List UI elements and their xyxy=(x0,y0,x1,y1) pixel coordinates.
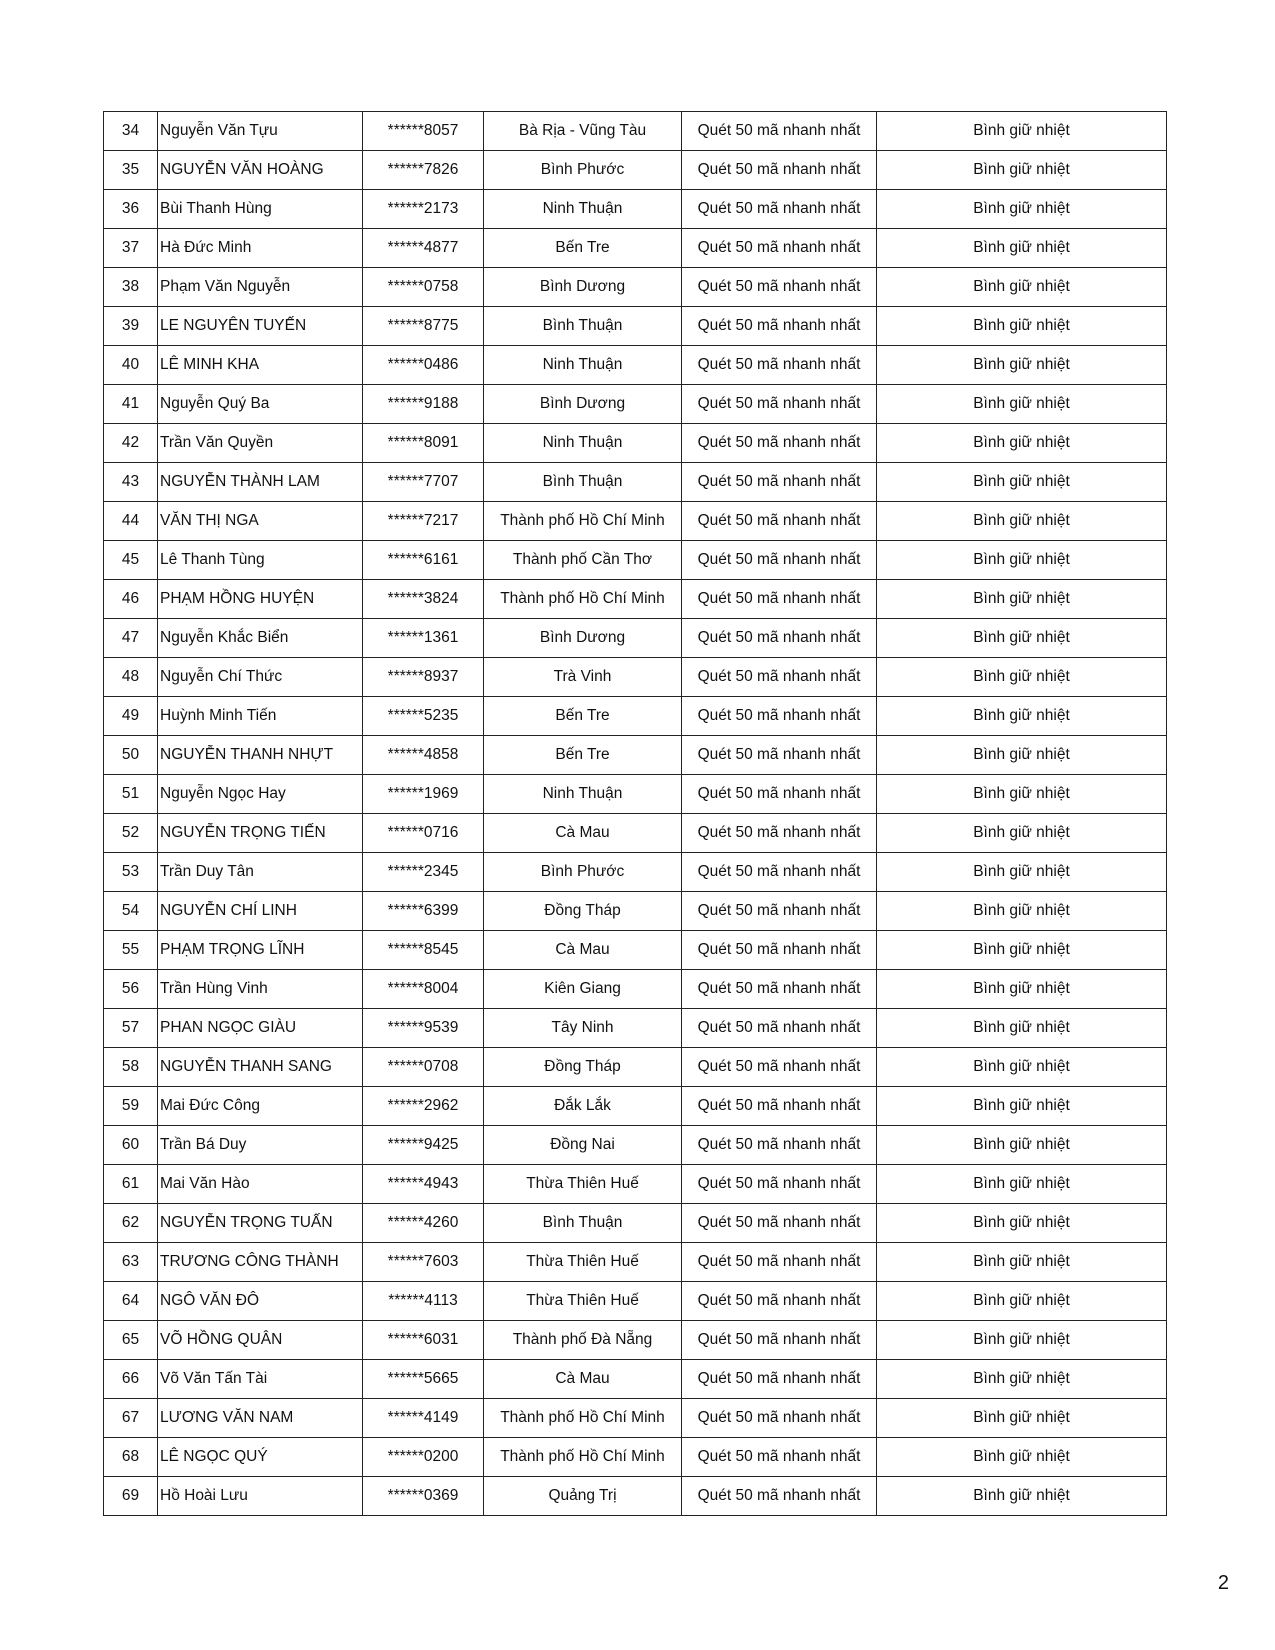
province-cell: Bình Phước xyxy=(484,151,682,190)
winner-name-cell: Hồ Hoài Lưu xyxy=(158,1477,363,1516)
province-cell: Bình Phước xyxy=(484,853,682,892)
province-cell: Cà Mau xyxy=(484,931,682,970)
winner-name-cell: Trần Bá Duy xyxy=(158,1126,363,1165)
winner-name-cell: Trần Hùng Vinh xyxy=(158,970,363,1009)
winner-name-cell: LƯƠNG VĂN NAM xyxy=(158,1399,363,1438)
masked-phone-cell: ******6031 xyxy=(363,1321,484,1360)
prize-type-cell: Quét 50 mã nhanh nhất xyxy=(682,1048,877,1087)
row-number-cell: 43 xyxy=(104,463,158,502)
masked-phone-cell: ******6399 xyxy=(363,892,484,931)
winner-name-cell: NGUYỄN TRỌNG TIẾN xyxy=(158,814,363,853)
table-row xyxy=(104,1204,1167,1243)
winner-name-cell: Hà Đức Minh xyxy=(158,229,363,268)
prize-type-cell: Quét 50 mã nhanh nhất xyxy=(682,697,877,736)
row-number-cell: 67 xyxy=(104,1399,158,1438)
masked-phone-cell: ******7603 xyxy=(363,1243,484,1282)
table-row xyxy=(104,736,1167,775)
table-row xyxy=(104,853,1167,892)
winner-name-cell: Phạm Văn Nguyễn xyxy=(158,268,363,307)
winner-name-cell: NGUYỄN THÀNH LAM xyxy=(158,463,363,502)
winner-name-cell: TRƯƠNG CÔNG THÀNH xyxy=(158,1243,363,1282)
province-cell: Trà Vinh xyxy=(484,658,682,697)
prize-type-cell: Quét 50 mã nhanh nhất xyxy=(682,502,877,541)
prize-type-cell: Quét 50 mã nhanh nhất xyxy=(682,736,877,775)
masked-phone-cell: ******5235 xyxy=(363,697,484,736)
winner-name-cell: LE NGUYÊN TUYẾN xyxy=(158,307,363,346)
masked-phone-cell: ******8057 xyxy=(363,112,484,151)
prize-type-cell: Quét 50 mã nhanh nhất xyxy=(682,463,877,502)
winner-name-cell: VÕ HỒNG QUÂN xyxy=(158,1321,363,1360)
table-row xyxy=(104,346,1167,385)
prize-type-cell: Quét 50 mã nhanh nhất xyxy=(682,307,877,346)
masked-phone-cell: ******4113 xyxy=(363,1282,484,1321)
table-row xyxy=(104,1438,1167,1477)
gift-cell: Bình giữ nhiệt xyxy=(877,385,1167,424)
gift-cell: Bình giữ nhiệt xyxy=(877,736,1167,775)
prize-type-cell: Quét 50 mã nhanh nhất xyxy=(682,151,877,190)
masked-phone-cell: ******8937 xyxy=(363,658,484,697)
province-cell: Ninh Thuận xyxy=(484,775,682,814)
row-number-cell: 63 xyxy=(104,1243,158,1282)
table-row xyxy=(104,775,1167,814)
table-row xyxy=(104,541,1167,580)
winner-name-cell: VĂN THỊ NGA xyxy=(158,502,363,541)
table-row xyxy=(104,1399,1167,1438)
province-cell: Bình Thuận xyxy=(484,1204,682,1243)
prize-type-cell: Quét 50 mã nhanh nhất xyxy=(682,775,877,814)
winner-name-cell: Nguyễn Văn Tựu xyxy=(158,112,363,151)
row-number-cell: 37 xyxy=(104,229,158,268)
winner-name-cell: Huỳnh Minh Tiến xyxy=(158,697,363,736)
prize-type-cell: Quét 50 mã nhanh nhất xyxy=(682,1204,877,1243)
winner-name-cell: PHAN NGỌC GIÀU xyxy=(158,1009,363,1048)
prize-type-cell: Quét 50 mã nhanh nhất xyxy=(682,1399,877,1438)
table-row xyxy=(104,1126,1167,1165)
row-number-cell: 45 xyxy=(104,541,158,580)
masked-phone-cell: ******5665 xyxy=(363,1360,484,1399)
gift-cell: Bình giữ nhiệt xyxy=(877,463,1167,502)
masked-phone-cell: ******2345 xyxy=(363,853,484,892)
masked-phone-cell: ******1361 xyxy=(363,619,484,658)
province-cell: Kiên Giang xyxy=(484,970,682,1009)
gift-cell: Bình giữ nhiệt xyxy=(877,1360,1167,1399)
province-cell: Bến Tre xyxy=(484,697,682,736)
province-cell: Bến Tre xyxy=(484,736,682,775)
gift-cell: Bình giữ nhiệt xyxy=(877,1204,1167,1243)
winner-name-cell: NGUYỄN THANH NHỰT xyxy=(158,736,363,775)
table-row xyxy=(104,268,1167,307)
row-number-cell: 44 xyxy=(104,502,158,541)
row-number-cell: 65 xyxy=(104,1321,158,1360)
prize-type-cell: Quét 50 mã nhanh nhất xyxy=(682,1009,877,1048)
masked-phone-cell: ******7707 xyxy=(363,463,484,502)
province-cell: Đắk Lắk xyxy=(484,1087,682,1126)
gift-cell: Bình giữ nhiệt xyxy=(877,307,1167,346)
masked-phone-cell: ******9539 xyxy=(363,1009,484,1048)
province-cell: Đồng Tháp xyxy=(484,892,682,931)
masked-phone-cell: ******0200 xyxy=(363,1438,484,1477)
province-cell: Cà Mau xyxy=(484,814,682,853)
row-number-cell: 55 xyxy=(104,931,158,970)
masked-phone-cell: ******7217 xyxy=(363,502,484,541)
masked-phone-cell: ******6161 xyxy=(363,541,484,580)
gift-cell: Bình giữ nhiệt xyxy=(877,1321,1167,1360)
row-number-cell: 64 xyxy=(104,1282,158,1321)
winner-name-cell: Trần Duy Tân xyxy=(158,853,363,892)
masked-phone-cell: ******4943 xyxy=(363,1165,484,1204)
row-number-cell: 54 xyxy=(104,892,158,931)
gift-cell: Bình giữ nhiệt xyxy=(877,931,1167,970)
masked-phone-cell: ******4877 xyxy=(363,229,484,268)
prize-type-cell: Quét 50 mã nhanh nhất xyxy=(682,190,877,229)
row-number-cell: 51 xyxy=(104,775,158,814)
table-row xyxy=(104,892,1167,931)
table-row xyxy=(104,1282,1167,1321)
table-row xyxy=(104,1165,1167,1204)
gift-cell: Bình giữ nhiệt xyxy=(877,697,1167,736)
winner-name-cell: Trần Văn Quyền xyxy=(158,424,363,463)
province-cell: Bà Rịa - Vũng Tàu xyxy=(484,112,682,151)
prize-type-cell: Quét 50 mã nhanh nhất xyxy=(682,892,877,931)
province-cell: Thành phố Hồ Chí Minh xyxy=(484,580,682,619)
prize-type-cell: Quét 50 mã nhanh nhất xyxy=(682,229,877,268)
table-row xyxy=(104,1360,1167,1399)
prize-type-cell: Quét 50 mã nhanh nhất xyxy=(682,112,877,151)
masked-phone-cell: ******4149 xyxy=(363,1399,484,1438)
province-cell: Cà Mau xyxy=(484,1360,682,1399)
winner-name-cell: PHẠM TRỌNG LĨNH xyxy=(158,931,363,970)
masked-phone-cell: ******0716 xyxy=(363,814,484,853)
winner-name-cell: Mai Đức Công xyxy=(158,1087,363,1126)
winner-name-cell: NGUYỄN THANH SANG xyxy=(158,1048,363,1087)
masked-phone-cell: ******2962 xyxy=(363,1087,484,1126)
masked-phone-cell: ******8091 xyxy=(363,424,484,463)
winner-name-cell: PHẠM HỒNG HUYỆN xyxy=(158,580,363,619)
row-number-cell: 52 xyxy=(104,814,158,853)
row-number-cell: 38 xyxy=(104,268,158,307)
province-cell: Bình Thuận xyxy=(484,307,682,346)
row-number-cell: 34 xyxy=(104,112,158,151)
gift-cell: Bình giữ nhiệt xyxy=(877,1438,1167,1477)
prize-type-cell: Quét 50 mã nhanh nhất xyxy=(682,853,877,892)
gift-cell: Bình giữ nhiệt xyxy=(877,541,1167,580)
row-number-cell: 59 xyxy=(104,1087,158,1126)
masked-phone-cell: ******3824 xyxy=(363,580,484,619)
gift-cell: Bình giữ nhiệt xyxy=(877,619,1167,658)
gift-cell: Bình giữ nhiệt xyxy=(877,1087,1167,1126)
gift-cell: Bình giữ nhiệt xyxy=(877,580,1167,619)
row-number-cell: 36 xyxy=(104,190,158,229)
prize-type-cell: Quét 50 mã nhanh nhất xyxy=(682,1360,877,1399)
province-cell: Thành phố Cần Thơ xyxy=(484,541,682,580)
gift-cell: Bình giữ nhiệt xyxy=(877,775,1167,814)
winner-name-cell: LÊ NGỌC QUÝ xyxy=(158,1438,363,1477)
table-row xyxy=(104,424,1167,463)
winners-table-body xyxy=(104,112,1167,1516)
gift-cell: Bình giữ nhiệt xyxy=(877,1009,1167,1048)
row-number-cell: 53 xyxy=(104,853,158,892)
gift-cell: Bình giữ nhiệt xyxy=(877,1399,1167,1438)
table-row xyxy=(104,580,1167,619)
masked-phone-cell: ******1969 xyxy=(363,775,484,814)
gift-cell: Bình giữ nhiệt xyxy=(877,1048,1167,1087)
winner-name-cell: Võ Văn Tấn Tài xyxy=(158,1360,363,1399)
prize-type-cell: Quét 50 mã nhanh nhất xyxy=(682,346,877,385)
masked-phone-cell: ******8004 xyxy=(363,970,484,1009)
row-number-cell: 41 xyxy=(104,385,158,424)
gift-cell: Bình giữ nhiệt xyxy=(877,1477,1167,1516)
prize-type-cell: Quét 50 mã nhanh nhất xyxy=(682,1126,877,1165)
province-cell: Thừa Thiên Huế xyxy=(484,1282,682,1321)
prize-type-cell: Quét 50 mã nhanh nhất xyxy=(682,1087,877,1126)
row-number-cell: 62 xyxy=(104,1204,158,1243)
row-number-cell: 50 xyxy=(104,736,158,775)
masked-phone-cell: ******4858 xyxy=(363,736,484,775)
province-cell: Bình Dương xyxy=(484,385,682,424)
province-cell: Tây Ninh xyxy=(484,1009,682,1048)
row-number-cell: 46 xyxy=(104,580,158,619)
masked-phone-cell: ******0708 xyxy=(363,1048,484,1087)
province-cell: Thành phố Hồ Chí Minh xyxy=(484,502,682,541)
province-cell: Thừa Thiên Huế xyxy=(484,1165,682,1204)
winner-name-cell: LÊ MINH KHA xyxy=(158,346,363,385)
table-row xyxy=(104,931,1167,970)
row-number-cell: 40 xyxy=(104,346,158,385)
table-row xyxy=(104,307,1167,346)
gift-cell: Bình giữ nhiệt xyxy=(877,502,1167,541)
row-number-cell: 61 xyxy=(104,1165,158,1204)
masked-phone-cell: ******7826 xyxy=(363,151,484,190)
prize-type-cell: Quét 50 mã nhanh nhất xyxy=(682,619,877,658)
prize-type-cell: Quét 50 mã nhanh nhất xyxy=(682,1282,877,1321)
masked-phone-cell: ******0369 xyxy=(363,1477,484,1516)
winner-name-cell: Nguyễn Quý Ba xyxy=(158,385,363,424)
gift-cell: Bình giữ nhiệt xyxy=(877,151,1167,190)
prize-type-cell: Quét 50 mã nhanh nhất xyxy=(682,931,877,970)
winner-name-cell: NGUYỄN VĂN HOÀNG xyxy=(158,151,363,190)
gift-cell: Bình giữ nhiệt xyxy=(877,229,1167,268)
table-row xyxy=(104,619,1167,658)
gift-cell: Bình giữ nhiệt xyxy=(877,1126,1167,1165)
row-number-cell: 60 xyxy=(104,1126,158,1165)
province-cell: Ninh Thuận xyxy=(484,424,682,463)
table-row xyxy=(104,1009,1167,1048)
gift-cell: Bình giữ nhiệt xyxy=(877,268,1167,307)
gift-cell: Bình giữ nhiệt xyxy=(877,970,1167,1009)
prize-type-cell: Quét 50 mã nhanh nhất xyxy=(682,1477,877,1516)
table-row xyxy=(104,697,1167,736)
masked-phone-cell: ******2173 xyxy=(363,190,484,229)
province-cell: Đồng Nai xyxy=(484,1126,682,1165)
table-row xyxy=(104,229,1167,268)
table-row xyxy=(104,463,1167,502)
prize-type-cell: Quét 50 mã nhanh nhất xyxy=(682,541,877,580)
gift-cell: Bình giữ nhiệt xyxy=(877,853,1167,892)
row-number-cell: 56 xyxy=(104,970,158,1009)
prize-type-cell: Quét 50 mã nhanh nhất xyxy=(682,580,877,619)
masked-phone-cell: ******9188 xyxy=(363,385,484,424)
masked-phone-cell: ******0486 xyxy=(363,346,484,385)
winner-name-cell: NGÔ VĂN ĐÔ xyxy=(158,1282,363,1321)
table-row xyxy=(104,1321,1167,1360)
masked-phone-cell: ******8775 xyxy=(363,307,484,346)
province-cell: Thành phố Hồ Chí Minh xyxy=(484,1399,682,1438)
winner-name-cell: Nguyễn Ngọc Hay xyxy=(158,775,363,814)
winner-name-cell: Nguyễn Khắc Biển xyxy=(158,619,363,658)
province-cell: Ninh Thuận xyxy=(484,346,682,385)
prize-type-cell: Quét 50 mã nhanh nhất xyxy=(682,268,877,307)
province-cell: Thành phố Đà Nẵng xyxy=(484,1321,682,1360)
masked-phone-cell: ******9425 xyxy=(363,1126,484,1165)
page-number: 2 xyxy=(1217,1572,1229,1594)
province-cell: Bến Tre xyxy=(484,229,682,268)
winners-table xyxy=(103,111,1167,1516)
winner-name-cell: NGUYỄN TRỌNG TUẤN xyxy=(158,1204,363,1243)
province-cell: Bình Dương xyxy=(484,619,682,658)
gift-cell: Bình giữ nhiệt xyxy=(877,892,1167,931)
row-number-cell: 47 xyxy=(104,619,158,658)
row-number-cell: 39 xyxy=(104,307,158,346)
prize-type-cell: Quét 50 mã nhanh nhất xyxy=(682,658,877,697)
table-row xyxy=(104,1243,1167,1282)
masked-phone-cell: ******8545 xyxy=(363,931,484,970)
prize-type-cell: Quét 50 mã nhanh nhất xyxy=(682,1165,877,1204)
winner-name-cell: NGUYỄN CHÍ LINH xyxy=(158,892,363,931)
province-cell: Bình Dương xyxy=(484,268,682,307)
gift-cell: Bình giữ nhiệt xyxy=(877,346,1167,385)
table-row xyxy=(104,1477,1167,1516)
row-number-cell: 42 xyxy=(104,424,158,463)
row-number-cell: 66 xyxy=(104,1360,158,1399)
masked-phone-cell: ******0758 xyxy=(363,268,484,307)
table-row xyxy=(104,112,1167,151)
table-row xyxy=(104,1048,1167,1087)
gift-cell: Bình giữ nhiệt xyxy=(877,424,1167,463)
table-row xyxy=(104,1087,1167,1126)
row-number-cell: 58 xyxy=(104,1048,158,1087)
prize-type-cell: Quét 50 mã nhanh nhất xyxy=(682,1438,877,1477)
winner-name-cell: Nguyễn Chí Thức xyxy=(158,658,363,697)
gift-cell: Bình giữ nhiệt xyxy=(877,1243,1167,1282)
province-cell: Thành phố Hồ Chí Minh xyxy=(484,1438,682,1477)
province-cell: Bình Thuận xyxy=(484,463,682,502)
row-number-cell: 69 xyxy=(104,1477,158,1516)
table-row xyxy=(104,190,1167,229)
gift-cell: Bình giữ nhiệt xyxy=(877,814,1167,853)
table-row xyxy=(104,970,1167,1009)
gift-cell: Bình giữ nhiệt xyxy=(877,1282,1167,1321)
prize-type-cell: Quét 50 mã nhanh nhất xyxy=(682,970,877,1009)
row-number-cell: 57 xyxy=(104,1009,158,1048)
table-row xyxy=(104,385,1167,424)
gift-cell: Bình giữ nhiệt xyxy=(877,112,1167,151)
prize-type-cell: Quét 50 mã nhanh nhất xyxy=(682,385,877,424)
gift-cell: Bình giữ nhiệt xyxy=(877,658,1167,697)
winner-name-cell: Lê Thanh Tùng xyxy=(158,541,363,580)
province-cell: Thừa Thiên Huế xyxy=(484,1243,682,1282)
row-number-cell: 68 xyxy=(104,1438,158,1477)
gift-cell: Bình giữ nhiệt xyxy=(877,1165,1167,1204)
winner-name-cell: Mai Văn Hào xyxy=(158,1165,363,1204)
prize-type-cell: Quét 50 mã nhanh nhất xyxy=(682,814,877,853)
prize-type-cell: Quét 50 mã nhanh nhất xyxy=(682,1321,877,1360)
province-cell: Đồng Tháp xyxy=(484,1048,682,1087)
province-cell: Quảng Trị xyxy=(484,1477,682,1516)
province-cell: Ninh Thuận xyxy=(484,190,682,229)
row-number-cell: 48 xyxy=(104,658,158,697)
row-number-cell: 35 xyxy=(104,151,158,190)
prize-type-cell: Quét 50 mã nhanh nhất xyxy=(682,1243,877,1282)
table-row xyxy=(104,658,1167,697)
row-number-cell: 49 xyxy=(104,697,158,736)
masked-phone-cell: ******4260 xyxy=(363,1204,484,1243)
gift-cell: Bình giữ nhiệt xyxy=(877,190,1167,229)
table-row xyxy=(104,151,1167,190)
prize-type-cell: Quét 50 mã nhanh nhất xyxy=(682,424,877,463)
table-row xyxy=(104,814,1167,853)
table-row xyxy=(104,502,1167,541)
winner-name-cell: Bùi Thanh Hùng xyxy=(158,190,363,229)
